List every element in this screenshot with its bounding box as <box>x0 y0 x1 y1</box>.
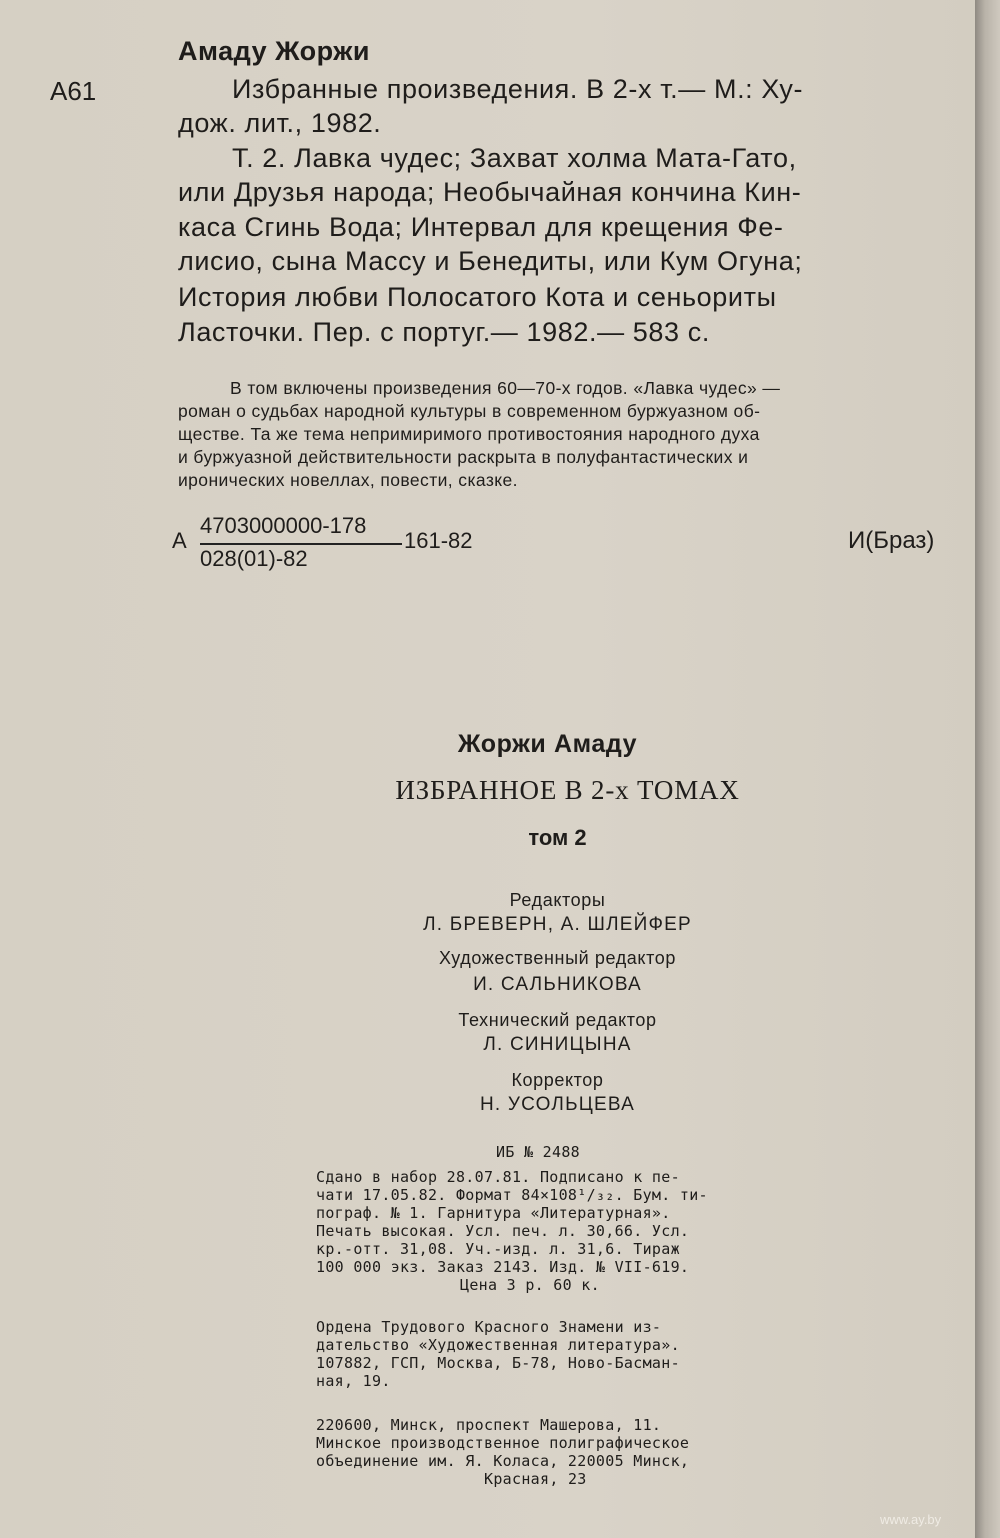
print-line: кр.-отт. 31,08. Уч.-изд. л. 31,6. Тираж <box>316 1240 680 1258</box>
print-line: Сдано в набор 28.07.81. Подписано к пе- <box>316 1168 680 1186</box>
print-line: Цена 3 р. 60 к. <box>460 1276 600 1294</box>
index-numerator: 4703000000-178 <box>200 513 367 538</box>
printer-line: Красная, 23 <box>484 1470 587 1488</box>
card-code: А61 <box>50 76 97 106</box>
credit-names: Н. УСОЛЬЦЕВА <box>480 1094 635 1115</box>
annotation-line: иронических новеллах, повести, сказке. <box>178 470 518 490</box>
fraction-line <box>200 543 402 545</box>
publisher-line: Ордена Трудового Красного Знамени из- <box>316 1318 662 1336</box>
bib-line: История любви Полосатого Кота и сеньориты <box>178 282 777 312</box>
publisher-line: дательство «Художественная литература». <box>316 1336 680 1354</box>
card-author: Амаду Жоржи <box>178 36 371 66</box>
print-line: Печать высокая. Усл. печ. л. 30,66. Усл. <box>316 1222 690 1240</box>
index-letter: А <box>172 528 187 553</box>
credit-role: Редакторы <box>509 890 606 910</box>
annotation-line: и буржуазной действительности раскрыта в полуфантастических и <box>178 447 749 467</box>
annotation-line: роман о судьбах народной культуры в современном буржуазном об- <box>178 401 761 421</box>
index-suffix: 161-82 <box>404 528 473 553</box>
publisher-line: 107882, ГСП, Москва, Б-78, Ново-Басман- <box>316 1354 680 1372</box>
volume-label: том 2 <box>528 825 587 850</box>
page-edge <box>975 0 1000 1538</box>
bib-line: дож. лит., 1982. <box>178 108 382 138</box>
title-author: Жоржи Амаду <box>457 730 638 758</box>
annotation-line: В том включены произведения 60—70-х годов. «Лавка чудес» — <box>230 378 781 398</box>
ib-number: ИБ № 2488 <box>496 1143 580 1161</box>
credit-names: И. САЛЬНИКОВА <box>473 974 642 995</box>
bib-line: Избранные произведения. В 2-х т.— М.: Ху- <box>232 74 804 104</box>
bib-line: Т. 2. Лавка чудес; Захват холма Мата-Гато, <box>232 143 797 173</box>
publisher-line: ная, 19. <box>316 1372 391 1390</box>
credit-role: Технический редактор <box>458 1010 657 1030</box>
watermark: www.ay.by <box>880 1512 942 1527</box>
bib-line: Ласточки. Пер. с португ.— 1982.— 583 с. <box>178 317 710 347</box>
classification-code: И(Браз) <box>848 527 935 554</box>
book-title: ИЗБРАННОЕ В 2-х ТОМАХ <box>395 775 740 805</box>
bib-line: лисио, сына Массу и Бенедиты, или Кум Огуна; <box>178 246 803 276</box>
print-line: 100 000 экз. Заказ 2143. Изд. № VII-619. <box>316 1258 690 1276</box>
annotation-line: ществе. Та же тема непримиримого противостояния народного духа <box>178 424 760 444</box>
bib-line: или Друзья народа; Необычайная кончина Кин- <box>178 177 802 207</box>
print-line: чати 17.05.82. Формат 84×108¹/₃₂. Бум. ти- <box>316 1186 708 1204</box>
credit-role: Корректор <box>511 1070 604 1090</box>
printer-line: 220600, Минск, проспект Машерова, 11. <box>316 1416 662 1434</box>
index-denominator: 028(01)-82 <box>200 546 308 571</box>
print-line: пограф. № 1. Гарнитура «Литературная». <box>316 1204 671 1222</box>
bib-line: каса Сгинь Вода; Интервал для крещения Фе- <box>178 212 784 242</box>
printer-line: Минское производственное полиграфическое <box>316 1434 690 1452</box>
credit-role: Художественный редактор <box>439 948 676 968</box>
credit-names: Л. СИНИЦЫНА <box>483 1034 632 1055</box>
credit-names: Л. БРЕВЕРН, А. ШЛЕЙФЕР <box>423 914 692 935</box>
printer-line: объединение им. Я. Коласа, 220005 Минск, <box>316 1452 690 1470</box>
